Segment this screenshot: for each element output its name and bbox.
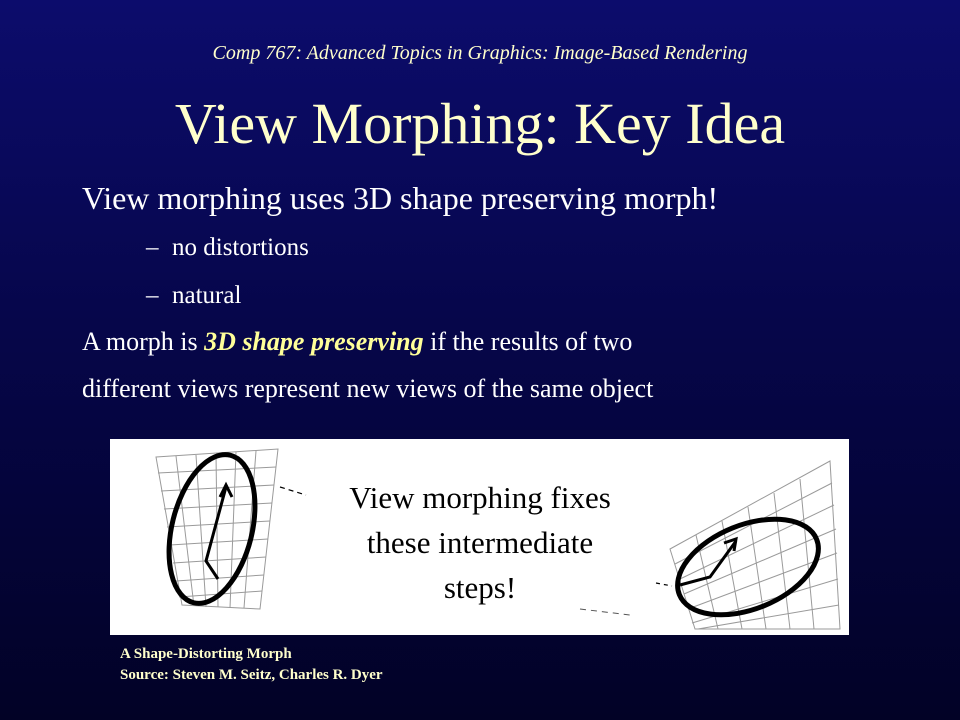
- sub-bullet-natural: [146, 282, 241, 310]
- sub-bullet-text: natural: [172, 282, 242, 309]
- definition-text-before: A morph is: [82, 327, 205, 356]
- figure-source: Source: Steven M. Seitz, Charles R. Dyer: [120, 667, 383, 683]
- definition-line-2: different views represent new views of the same object: [82, 374, 654, 403]
- dash-marker: –: [146, 282, 159, 309]
- callout-line-2: these intermediate: [366, 525, 594, 560]
- dash-marker: –: [146, 234, 159, 261]
- slide-title: View Morphing: Key Idea: [174, 91, 786, 156]
- course-title: Comp 767: Advanced Topics in Graphics: Image-Based Rendering: [212, 42, 748, 64]
- morph-figure: [110, 439, 849, 635]
- definition-emphasis: 3D shape preserving: [204, 327, 424, 356]
- main-bullet: View morphing uses 3D shape preserving morph!: [82, 180, 719, 216]
- figure-callout: [322, 475, 638, 610]
- definition-line-1: [82, 327, 632, 357]
- definition-text-after: if the results of two: [423, 327, 633, 356]
- right-grid-image: [670, 461, 840, 629]
- sub-bullet-text: no distortions: [172, 234, 309, 261]
- figure-caption: A Shape-Distorting Morph: [120, 646, 292, 662]
- callout-line-3: steps!: [443, 570, 517, 605]
- callout-line-1: View morphing fixes: [349, 480, 611, 515]
- left-arrow: [206, 485, 232, 579]
- sub-bullet-no-distortions: [146, 234, 309, 262]
